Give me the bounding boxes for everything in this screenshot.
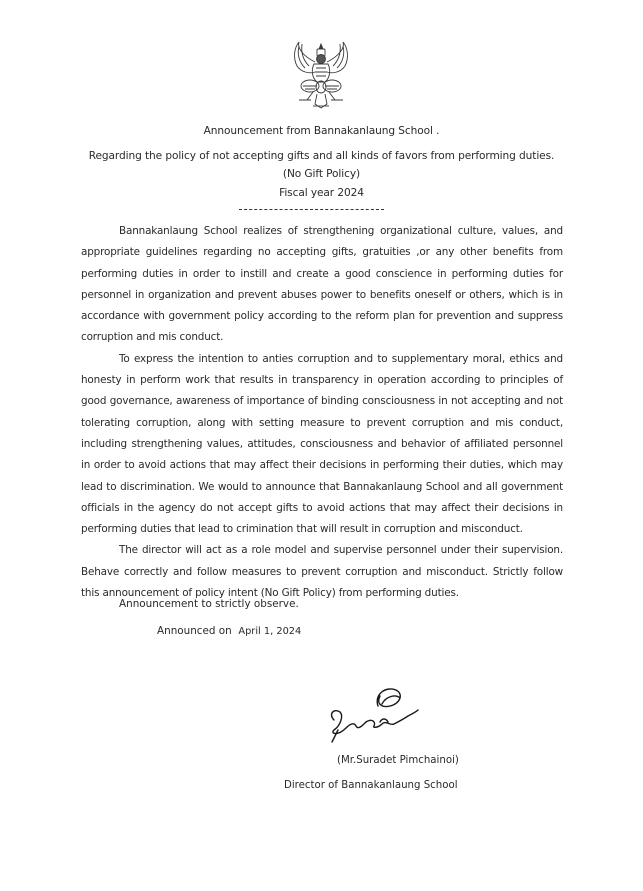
- title-divider: [239, 209, 384, 210]
- announced-on-label: Announced on: [157, 625, 232, 637]
- handwritten-signature-icon: [320, 686, 420, 746]
- body-paragraph-2: To express the intention to anties corruption and to supplementary moral, ethics and honesty in perform work that results in transparency in operation according to principles of good governance, awareness of importance of binding consciousness in not accepting and not tolerating corruption, along with setting measure to prevent corruption and mis conduct, including strengthening values, attitudes, consciousness and behavior of affiliated personnel in order to avoid actions that may affect their decisions in performing their duties, which may lead to discrimination. We would to announce that Bannakanlaung School and all government officials in the agency do not accept gifts to avoid actions that may affect their decisions in performing duties that lead to crimination that will result in corruption and misconduct.: [81, 352, 563, 536]
- policy-name: (No Gift Policy): [282, 168, 361, 180]
- announcement-subject: Regarding the policy of not accepting gifts and all kinds of favors from performing duties.: [88, 150, 555, 162]
- announced-on-line: [157, 624, 301, 639]
- announcement-body: [81, 221, 563, 604]
- announced-on-date: April 1, 2024: [238, 626, 302, 637]
- announcement-title: Announcement from Bannakanlaung School .: [203, 125, 440, 137]
- garuda-emblem-icon: [283, 40, 359, 112]
- signatory-name: (Mr.Suradet Pimchainoi): [337, 755, 459, 766]
- fiscal-year: Fiscal year 2024: [279, 187, 364, 199]
- body-paragraph-3: The director will act as a role model and supervise personnel under their supervision. Behave correctly and follow measures to prevent corruption and misconduct. Strictly follow this announcement of policy intent (No Gift Policy) from performing duties.: [81, 544, 563, 600]
- closing-observe: Announcement to strictly observe.: [119, 598, 299, 610]
- signatory-position: Director of Bannakanlaung School: [284, 780, 458, 791]
- body-paragraph-1: Bannakanlaung School realizes of strengthening organizational culture, values, and appropriate guidelines regarding no accepting gifts, gratuities ,or any other benefits from performing duties in order to instill and create a good conscience in performing duties for personnel in organization and prevent abuses power to benefits oneself or others, which is in accordance with government policy according to the reform plan for prevention and suppress corruption and mis conduct.: [81, 225, 563, 344]
